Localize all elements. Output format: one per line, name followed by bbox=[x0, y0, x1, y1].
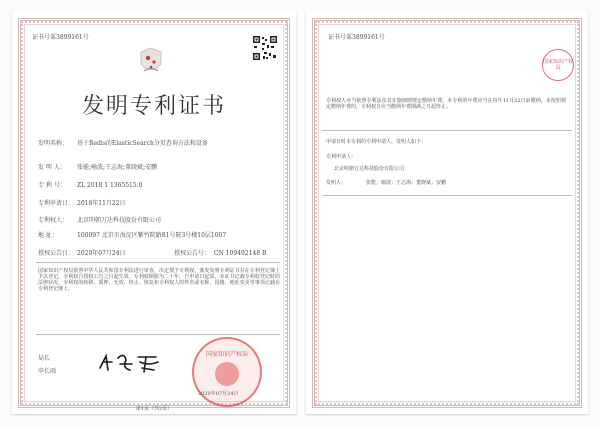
field-value-grant-number: CN 109492148 B bbox=[214, 250, 267, 257]
field-value-application-date: 2018年11月22日 bbox=[77, 200, 126, 207]
certificate-number: 证书号第3899161号 bbox=[328, 34, 385, 41]
director-signature bbox=[96, 350, 164, 376]
field-label-inventors: 发 明 人： bbox=[38, 164, 66, 171]
applicant-section-heading: 申请日时本专利的专利申请人、发明人如下： bbox=[326, 139, 427, 145]
field-label-application-date: 专利申请日： bbox=[38, 200, 75, 207]
section-divider bbox=[36, 334, 280, 335]
annual-fee-notice: 专利权人应当依照专利法及其实施细则规定缴纳年费。本专利的年费应当在每年11月22日前缴纳。未按照规定缴纳年费的，专利权自应当缴纳年费期满之日起终止。 bbox=[326, 98, 566, 110]
certificate-front-page bbox=[12, 12, 296, 414]
field-label-grant-number: 授权公告号： bbox=[174, 250, 211, 257]
director-name: 申长雨 bbox=[38, 368, 57, 375]
field-label-patent-number: 专 利 号： bbox=[38, 182, 66, 189]
applicant-value: 北京明朝万达科技股份有限公司 bbox=[334, 166, 405, 172]
field-label-grant-date: 授权公告日： bbox=[38, 250, 75, 257]
section-divider bbox=[322, 195, 572, 196]
certificate-number: 证书号第3899161号 bbox=[32, 34, 89, 41]
field-value-patentee: 北京明朝万达科技股份有限公司 bbox=[77, 217, 162, 224]
applicant-label: 专利申请人： bbox=[326, 154, 357, 160]
section-divider bbox=[36, 262, 280, 263]
field-label-address: 地 址： bbox=[38, 232, 58, 239]
field-label-patentee: 专利权人： bbox=[38, 217, 69, 224]
qr-code-icon bbox=[252, 35, 278, 61]
field-value-grant-date: 2020年07月24日 bbox=[77, 250, 126, 257]
certificate-title: 发明专利证书 bbox=[81, 94, 226, 119]
certificate-back-page bbox=[306, 12, 588, 414]
field-label-invention-name: 发明名称： bbox=[38, 140, 69, 147]
field-value-address: 100097 北京市海淀区紫竹院路81号院3号楼10层1007 bbox=[77, 232, 227, 239]
page-footer: 第1页（共2页） bbox=[135, 406, 173, 412]
director-title: 局长 bbox=[38, 355, 51, 362]
certificate-body-text: 国家知识产权局依照中华人民共和国专利法进行审查，决定授予专利权，颁发发明专利证书并在专利登记簿上予以登记。专利权自授权公告之日起生效。专利权期限为二十年，自申请日起算。本证书记载专利权登记时的法律状况。专利权的转移、质押、无效、终止、恢复和专利权人的姓名或名称、国籍、地址变更等事项记载在专利登记簿上。 bbox=[38, 268, 280, 292]
cnipa-emblem-icon bbox=[138, 46, 164, 80]
field-value-patent-number: ZL 2018 1 1365515.0 bbox=[77, 182, 143, 189]
seal-text: 国家知识产权局 bbox=[205, 351, 248, 358]
seal-date: 2020年07月24日 bbox=[198, 391, 239, 397]
field-value-invention-name: 基于Redis的ElasticSearch分页查询方法和设备 bbox=[77, 140, 208, 147]
seal-emblem-icon bbox=[215, 362, 239, 386]
inventor-value: 张能；喻波；王志海；董晓斌；安鹏 bbox=[366, 180, 447, 186]
inventor-label: 发明人： bbox=[326, 180, 347, 186]
decorative-border-inner bbox=[318, 24, 576, 402]
field-value-inventors: 张能;喻波;王志海;董晓斌;安鹏 bbox=[77, 164, 158, 171]
patent-office-seal bbox=[542, 49, 574, 81]
section-divider bbox=[322, 130, 572, 131]
patent-office-seal-text: 国家知识产权局 bbox=[543, 59, 574, 71]
